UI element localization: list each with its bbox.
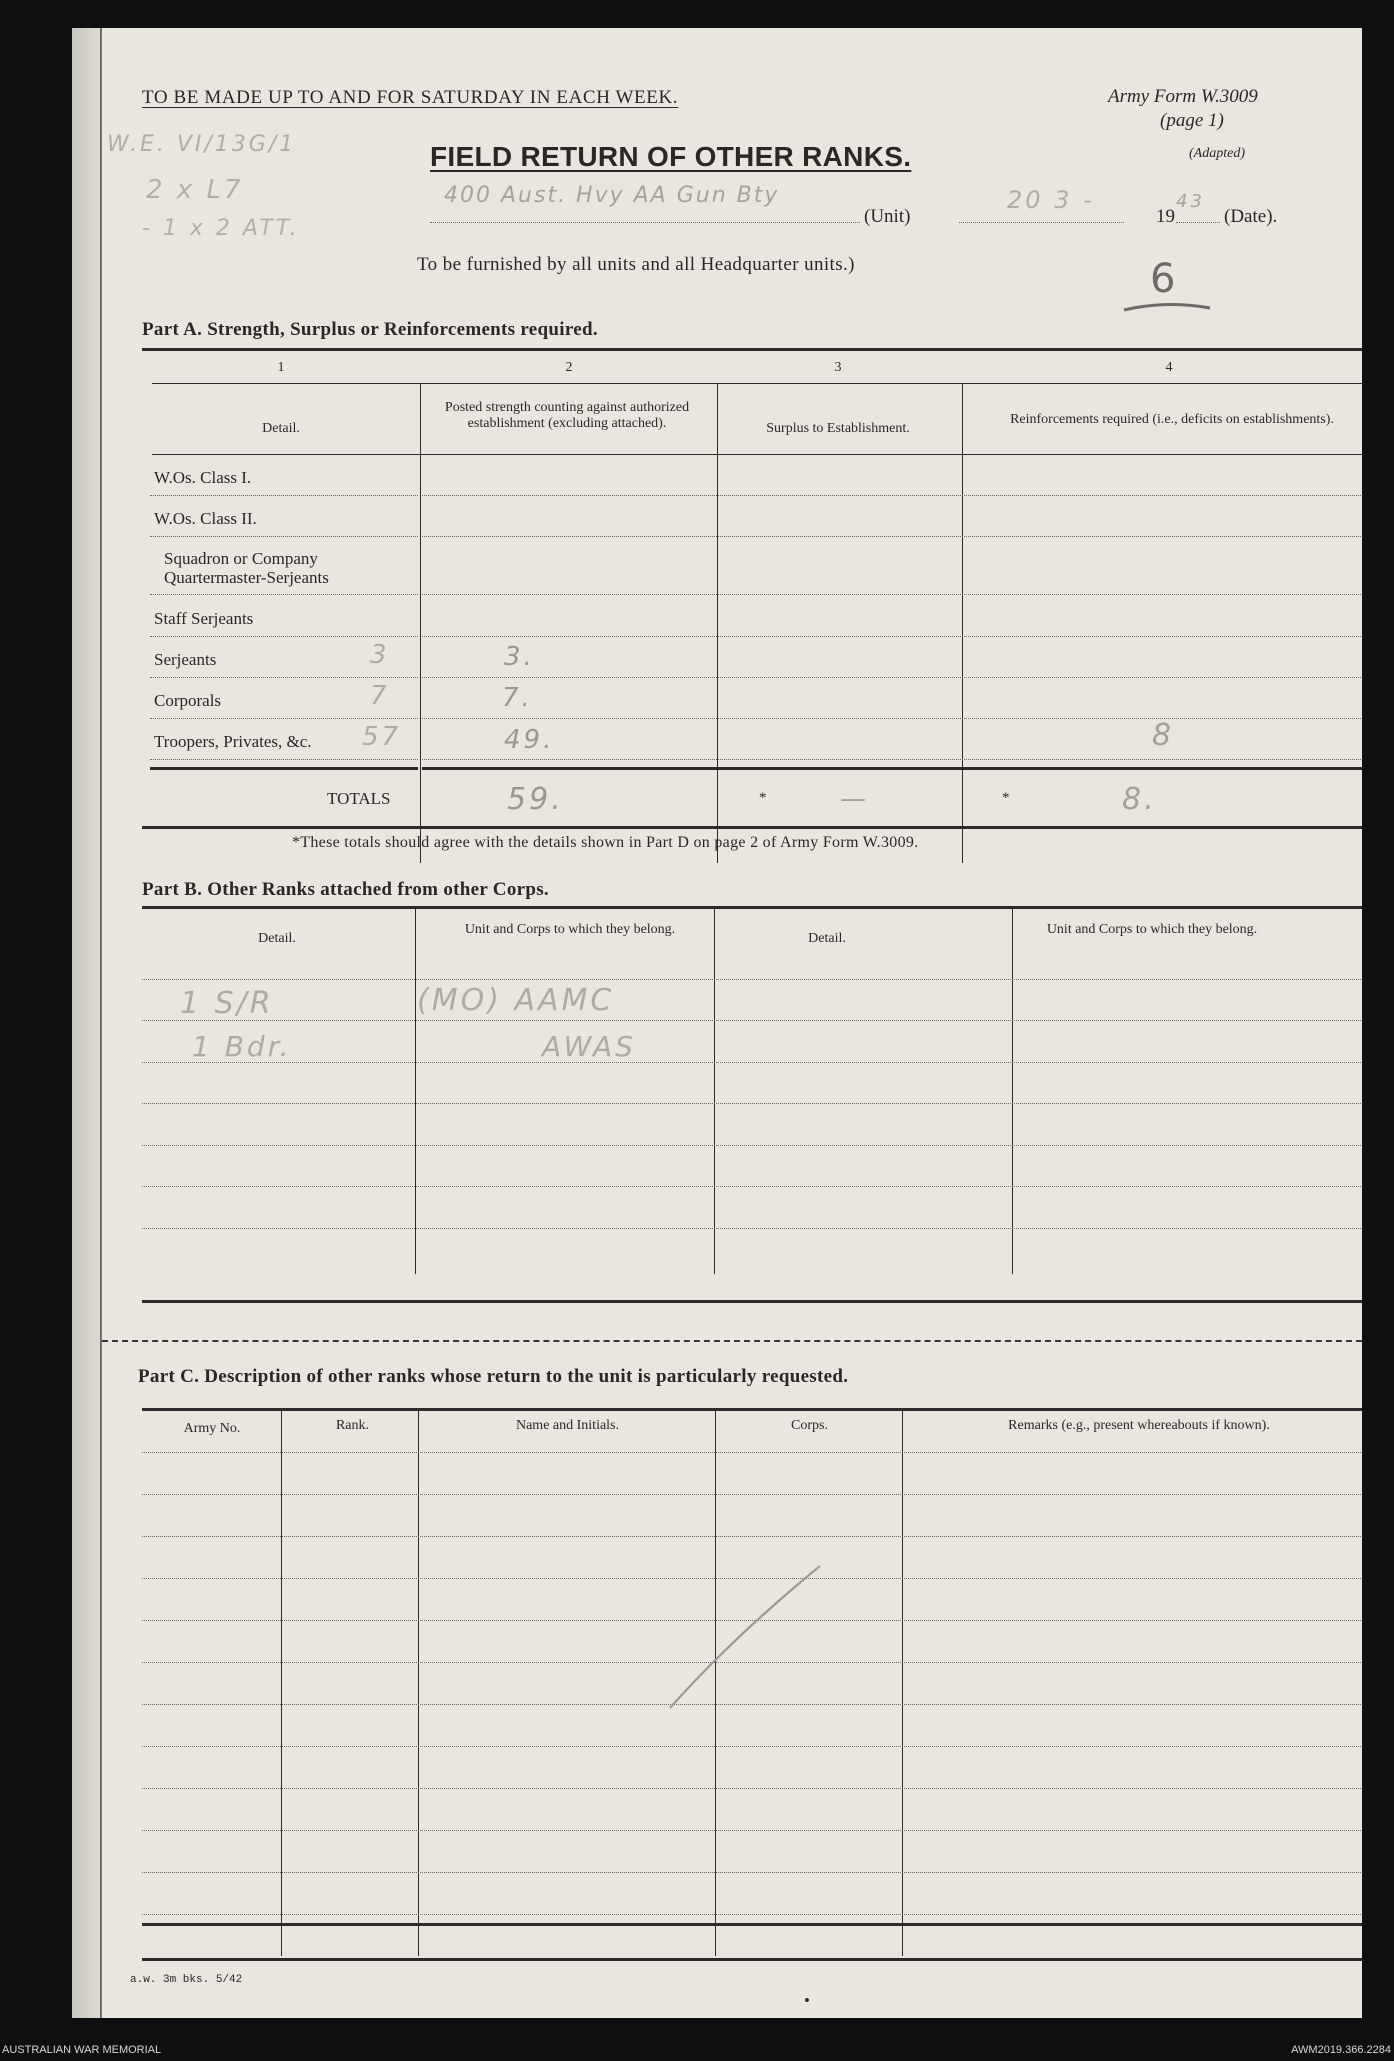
part-b-bottom-rule <box>142 1300 1362 1303</box>
part-a-posted-corporals: 7. <box>502 683 533 713</box>
part-a-row-line <box>150 759 418 760</box>
part-c-header-army-no: Army No. <box>183 1421 241 1436</box>
part-a-row-line <box>150 536 418 537</box>
part-c-row-line <box>142 1536 1362 1537</box>
part-c-footer-rule <box>142 1958 1362 1961</box>
part-a-row-label-wo2: W.Os. Class II. <box>154 509 257 528</box>
part-a-totals-reinf-asterisk: * <box>1002 790 1010 806</box>
part-a-margin-troopers: 57 <box>362 722 402 752</box>
date-label: (Date). <box>1224 206 1278 227</box>
part-c-vline-4 <box>902 1408 903 1956</box>
part-c-bottom-rule <box>142 1923 1362 1926</box>
part-c-row-line <box>142 1452 1362 1453</box>
part-b-vline-2 <box>714 906 715 1274</box>
caption-right: AWM2019.366.2284 <box>1291 2044 1391 2056</box>
part-b-row-line <box>142 1145 1362 1146</box>
part-c-row-line <box>142 1872 1362 1873</box>
part-a-footnote: *These totals should agree with the details shown in Part D on page 2 of Army Form W.3009. <box>292 834 919 851</box>
part-c-header-rank: Rank. <box>335 1418 370 1433</box>
form-title: FIELD RETURN OF OTHER RANKS. <box>430 141 912 172</box>
part-c-vline-1 <box>281 1408 282 1956</box>
part-c-row-line <box>142 1914 1362 1915</box>
part-a-row-label-cqms: Squadron or Company Quartermaster-Serjeants <box>164 549 329 587</box>
handwritten-ref-line-2: 2 x L7 <box>146 175 244 205</box>
part-a-totals-surplus: — <box>840 784 869 814</box>
part-a-row-line <box>422 536 1362 537</box>
handwritten-year: 43 <box>1176 191 1205 212</box>
part-c-header-name: Name and Initials. <box>515 1418 620 1433</box>
part-a-totals-top-rule <box>422 767 1362 770</box>
part-b-corps-2: AWAS <box>542 1030 636 1063</box>
part-a-row-line <box>422 718 1362 719</box>
part-a-number-rule <box>152 383 1362 384</box>
part-b-detail-2: 1 Bdr. <box>192 1030 292 1063</box>
part-a-vline-1 <box>420 383 421 863</box>
unit-label: (Unit) <box>864 206 911 227</box>
part-a-col-number-2: 2 <box>565 360 573 375</box>
year-dotted-line <box>1176 222 1220 223</box>
part-a-bottom-rule <box>142 826 1362 829</box>
part-a-col-number-4: 4 <box>1165 360 1173 375</box>
part-b-row-line <box>142 1062 1362 1063</box>
part-b-detail-1: 1 S/R <box>180 986 274 1021</box>
part-a-row-line <box>422 636 1362 637</box>
part-a-posted-troopers: 49. <box>504 725 555 755</box>
part-a-row-label-staff-serjeants: Staff Serjeants <box>154 609 254 628</box>
part-b-vline-1 <box>415 906 416 1274</box>
part-a-header-posted: Posted strength counting against authorized establishment (excluding attached). <box>444 400 690 431</box>
part-a-row-line <box>150 495 418 496</box>
part-a-col-number-1: 1 <box>277 360 285 375</box>
handwritten-date: 20 3 - <box>1007 186 1095 214</box>
part-c-row-line <box>142 1788 1362 1789</box>
part-b-vline-3 <box>1012 906 1013 1274</box>
form-name: Army Form W.3009 <box>1108 86 1258 107</box>
handwritten-ref-line-3: - 1 x 2 ATT. <box>142 216 300 241</box>
part-b-row-line <box>142 1186 1362 1187</box>
part-a-row-line <box>150 677 418 678</box>
part-a-margin-serjeants: 3 <box>370 640 390 670</box>
form-paper <box>72 28 1362 2018</box>
part-a-row-label-corporals: Corporals <box>154 691 222 710</box>
part-a-header-reinforcements: Reinforcements required (i.e., deficits on establishments). <box>1010 412 1334 427</box>
part-a-row-label-serjeants: Serjeants <box>154 650 217 669</box>
paper-left-edge-strip <box>72 28 101 2018</box>
part-a-posted-serjeants: 3. <box>504 642 535 672</box>
caption-left: AUSTRALIAN WAR MEMORIAL <box>2 2044 162 2056</box>
bottom-dot <box>805 1998 809 2002</box>
part-a-totals-surplus-asterisk: * <box>759 790 767 806</box>
part-c-top-rule <box>142 1408 1362 1411</box>
part-b-header-corps-1: Unit and Corps to which they belong. <box>464 922 676 937</box>
part-b-row-line <box>142 1103 1362 1104</box>
part-c-row-line <box>142 1830 1362 1831</box>
part-a-totals-reinf: 8. <box>1122 782 1157 817</box>
form-adapted: (Adapted) <box>1189 146 1245 161</box>
part-a-row-line <box>150 636 418 637</box>
part-a-row-line <box>422 594 1362 595</box>
perforation-line <box>102 1340 1362 1342</box>
part-a-margin-corporals: 7 <box>370 681 390 711</box>
part-a-header-surplus: Surplus to Establishment. <box>766 421 910 436</box>
part-a-row-line <box>150 594 418 595</box>
part-b-corps-1: (MO) AAMC <box>417 983 615 1018</box>
part-b-header-detail-1: Detail. <box>258 931 296 946</box>
part-c-header-corps: Corps. <box>791 1418 828 1433</box>
part-b-row-line <box>142 1228 1362 1229</box>
unit-dotted-line <box>430 222 860 223</box>
part-c-vline-2 <box>418 1408 419 1956</box>
part-a-row-line <box>422 677 1362 678</box>
furnished-note: To be furnished by all units and all Headquarter units.) <box>417 254 855 275</box>
part-c-header-remarks: Remarks (e.g., present whereabouts if known). <box>1008 1418 1270 1433</box>
part-a-reinf-troopers: 8 <box>1152 718 1175 753</box>
part-a-row-label-troopers: Troopers, Privates, &c. <box>154 732 312 751</box>
part-c-row-line <box>142 1494 1362 1495</box>
date-dotted-line <box>959 222 1124 223</box>
part-a-col-number-3: 3 <box>834 360 842 375</box>
part-b-row-line <box>142 979 1362 980</box>
instruction-text: TO BE MADE UP TO AND FOR SATURDAY IN EACH WEEK. <box>142 87 679 108</box>
form-page: (page 1) <box>1160 110 1224 131</box>
part-a-header-rule <box>152 454 1362 455</box>
part-b-title: Part B. Other Ranks attached from other Corps. <box>142 879 549 900</box>
handwritten-unit: 400 Aust. Hvy AA Gun Bty <box>444 183 780 208</box>
part-a-row-line <box>150 718 418 719</box>
part-a-vline-3 <box>962 383 963 863</box>
handwritten-page-number: 6 <box>1150 256 1179 302</box>
part-c-row-line <box>142 1746 1362 1747</box>
handwritten-ref-line-1: W.E. VI/13G/1 <box>107 132 297 157</box>
part-a-totals-posted: 59. <box>507 782 564 817</box>
part-a-header-detail: Detail. <box>262 421 300 436</box>
page-number-underline <box>1122 296 1212 316</box>
year-prefix: 19 <box>1156 206 1175 227</box>
part-a-top-rule <box>142 348 1362 351</box>
part-a-title: Part A. Strength, Surplus or Reinforcements required. <box>142 319 598 340</box>
part-b-row-line <box>142 1020 1362 1021</box>
part-c-pencil-slash <box>662 1558 832 1718</box>
print-code: a.w. 3m bks. 5/42 <box>130 1974 243 1986</box>
part-a-vline-2 <box>717 383 718 863</box>
part-a-row-line <box>422 759 1362 760</box>
part-b-header-detail-2: Detail. <box>808 931 846 946</box>
part-b-top-rule <box>142 906 1362 909</box>
part-a-totals-label: TOTALS <box>327 789 391 808</box>
part-b-header-corps-2: Unit and Corps to which they belong. <box>1046 922 1258 937</box>
part-c-title: Part C. Description of other ranks whose return to the unit is particularly requested. <box>138 1366 849 1387</box>
part-a-row-label-wo1: W.Os. Class I. <box>154 468 252 487</box>
part-a-totals-top-rule <box>150 767 418 770</box>
part-a-row-line <box>422 495 1362 496</box>
